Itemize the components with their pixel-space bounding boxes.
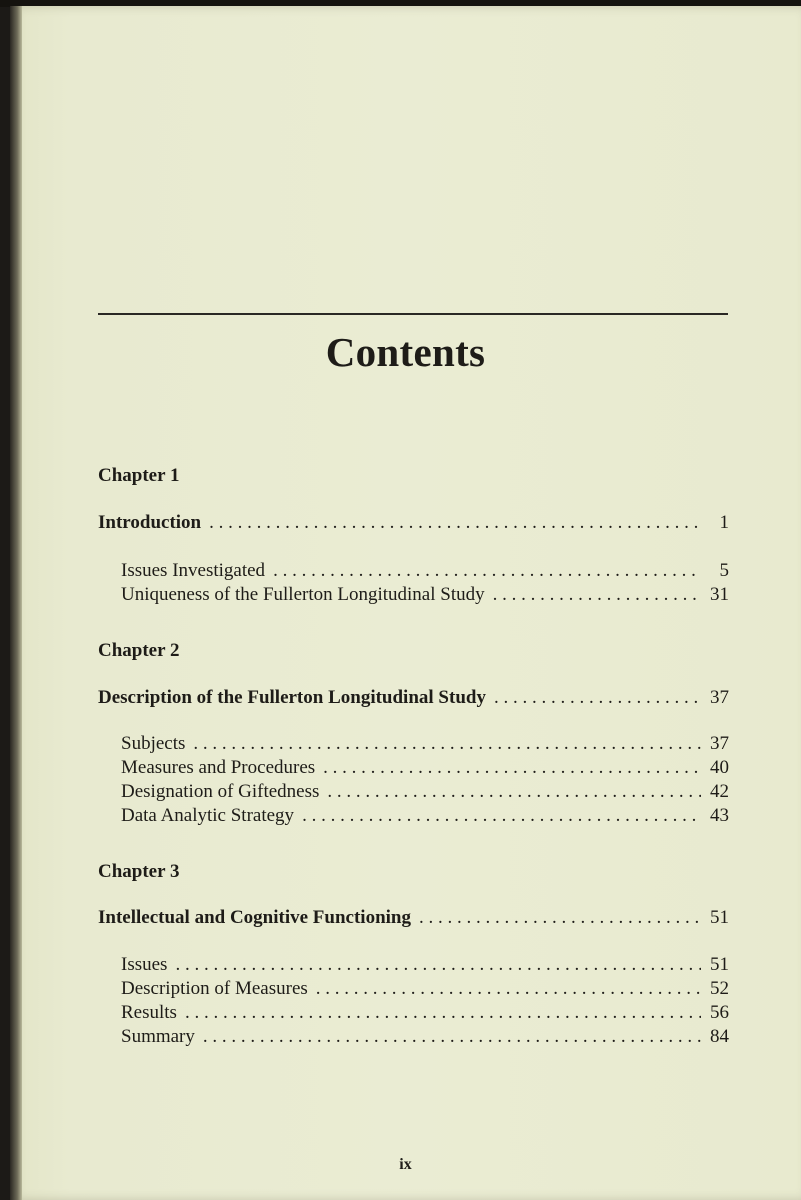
toc-entry (98, 583, 729, 607)
toc-entry-page: 51 (710, 907, 729, 928)
toc-entry-title: Introduction (98, 512, 202, 533)
toc-entry-title: Summary (121, 1026, 195, 1047)
toc-entry (98, 559, 729, 583)
toc-entry (98, 977, 729, 1001)
toc-entry-title: Issues Investigated (121, 560, 266, 581)
toc-entry-title: Data Analytic Strategy (121, 805, 295, 826)
toc-entry-page: 37 (710, 733, 729, 754)
dot-leader (419, 906, 701, 930)
toc-entry-title: Measures and Procedures (121, 757, 316, 778)
toc-entry-page: 56 (710, 1002, 729, 1023)
dot-leader (494, 686, 701, 710)
dot-leader (273, 559, 701, 583)
toc-entry-page: 51 (710, 954, 729, 975)
chapter-2-label: Chapter 2 (98, 640, 180, 661)
toc-entry-title: Uniqueness of the Fullerton Longitudinal Study (121, 584, 485, 605)
toc-entry (98, 780, 729, 804)
page-number: ix (399, 1156, 412, 1173)
toc-entry (98, 1001, 729, 1025)
page-title: Contents (325, 329, 486, 375)
book-page (10, 6, 801, 1200)
title-rule (98, 313, 728, 315)
toc-entry-page: 37 (710, 687, 729, 708)
dot-leader (203, 1025, 701, 1049)
toc-entry-title: Intellectual and Cognitive Functioning (98, 907, 411, 928)
dot-leader (323, 756, 701, 780)
toc-entry-page: 40 (710, 757, 729, 778)
book-spine-shadow (10, 6, 22, 1200)
dot-leader (185, 1001, 701, 1025)
toc-entry-page: 42 (710, 781, 729, 802)
toc-entry-title: Issues (121, 954, 168, 975)
toc-entry-page: 52 (710, 978, 729, 999)
toc-entry (98, 756, 729, 780)
dot-leader (327, 780, 701, 804)
chapter-3-label: Chapter 3 (98, 861, 180, 882)
chapter-1-label: Chapter 1 (98, 465, 180, 486)
toc-entry-title: Results (121, 1002, 177, 1023)
dot-leader (493, 583, 701, 607)
toc-entry-chapter-3 (98, 906, 729, 930)
dot-leader (175, 953, 701, 977)
toc-entry-page: 1 (719, 512, 729, 533)
toc-entry-title: Description of the Fullerton Longitudinal Study (98, 687, 486, 708)
dot-leader (193, 732, 701, 756)
toc-entry-page: 84 (710, 1026, 729, 1047)
toc-entry-page: 43 (710, 805, 729, 826)
toc-entry-page: 31 (710, 584, 729, 605)
toc-entry-title: Description of Measures (121, 978, 308, 999)
toc-entry-chapter-2 (98, 686, 729, 710)
dot-leader (209, 511, 701, 535)
toc-entry (98, 953, 729, 977)
dot-leader (302, 804, 701, 828)
toc-entry-chapter-1 (98, 511, 729, 535)
dot-leader (316, 977, 701, 1001)
toc-entry (98, 804, 729, 828)
toc-entry-page: 5 (719, 560, 729, 581)
toc-entry-title: Designation of Giftedness (121, 781, 320, 802)
toc-entry (98, 732, 729, 756)
toc-entry-title: Subjects (121, 733, 186, 754)
toc-entry (98, 1025, 729, 1049)
